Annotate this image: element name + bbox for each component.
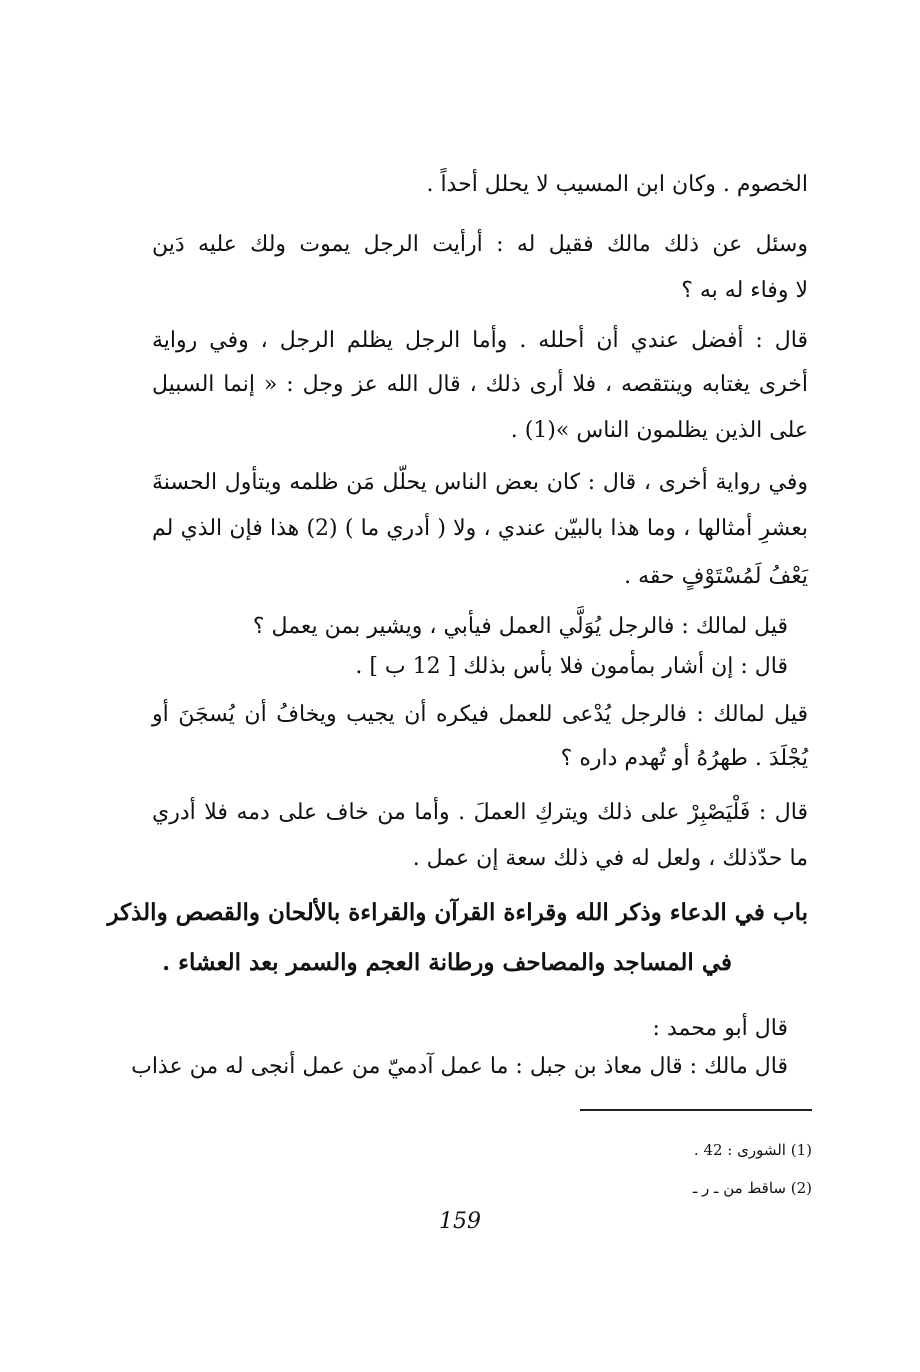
text-line: قال : إن أشار بمأمون فلا بأس بذلك [ 12 ب ] . xyxy=(355,654,788,679)
text-line: بعشرِ أمثالها ، وما هذا بالبيّن عندي ، ولا ( أدري ما ) (2) هذا فإن الذي لم xyxy=(152,516,808,541)
page-number: 159 xyxy=(439,1209,481,1234)
text-line: قال مالك : قال معاذ بن جبل : ما عمل آدميّ من عمل أنجى له من عذاب xyxy=(131,1054,788,1079)
text-line: يُجْلَدَ . طهرُهُ أو تُهدم داره ؟ xyxy=(560,746,808,771)
text-line: قيل لمالك : فالرجل يُدْعى للعمل فيكره أن يجيب ويخافُ أن يُسجَنَ أو xyxy=(152,702,808,727)
footnote: (1) الشورى : 42 . xyxy=(693,1141,812,1159)
text-line: قيل لمالك : فالرجل يُوَلَّي العمل فيأبي ، ويشير بمن يعمل ؟ xyxy=(252,614,788,639)
text-line: على الذين يظلمون الناس »(1) . xyxy=(510,418,808,443)
section-heading: باب في الدعاء وذكر الله وقراءة القرآن والقراءة بالألحان والقصص والذكر xyxy=(107,899,808,926)
text-line: قال أبو محمد : xyxy=(652,1016,788,1041)
text-line: وفي رواية أخرى ، قال : كان بعض الناس يحلّل مَن ظلمه ويتأول الحسنةَ xyxy=(152,470,808,495)
text-line: ما حدّذلك ، ولعل له في ذلك سعة إن عمل . xyxy=(412,846,808,871)
text-line: قال : أفضل عندي أن أحلله . وأما الرجل يظلم الرجل ، وفي رواية xyxy=(152,328,808,353)
section-heading: في المساجد والمصاحف ورطانة العجم والسمر بعد العشاء . xyxy=(162,949,732,976)
footnote: (2) ساقط من ـ ر ـ xyxy=(692,1179,812,1197)
text-line: يَعْفُ لَمُسْتَوْفٍ حقه . xyxy=(624,564,808,589)
text-line: أخرى يغتابه وينتقصه ، فلا أرى ذلك ، قال الله عز وجل : « إنما السبيل xyxy=(152,372,808,397)
text-line: قال : فَلْيَصْبِرْ على ذلك ويتركِ العملَ . وأما من خاف على دمه فلا أدري xyxy=(152,800,808,825)
text-line: الخصوم . وكان ابن المسيب لا يحلل أحداً . xyxy=(426,172,808,197)
text-line: وسئل عن ذلك مالك فقيل له : أرأيت الرجل يموت ولك عليه دَين xyxy=(152,232,808,257)
text-line: لا وفاء له به ؟ xyxy=(681,278,808,303)
footnote-separator xyxy=(580,1109,812,1111)
